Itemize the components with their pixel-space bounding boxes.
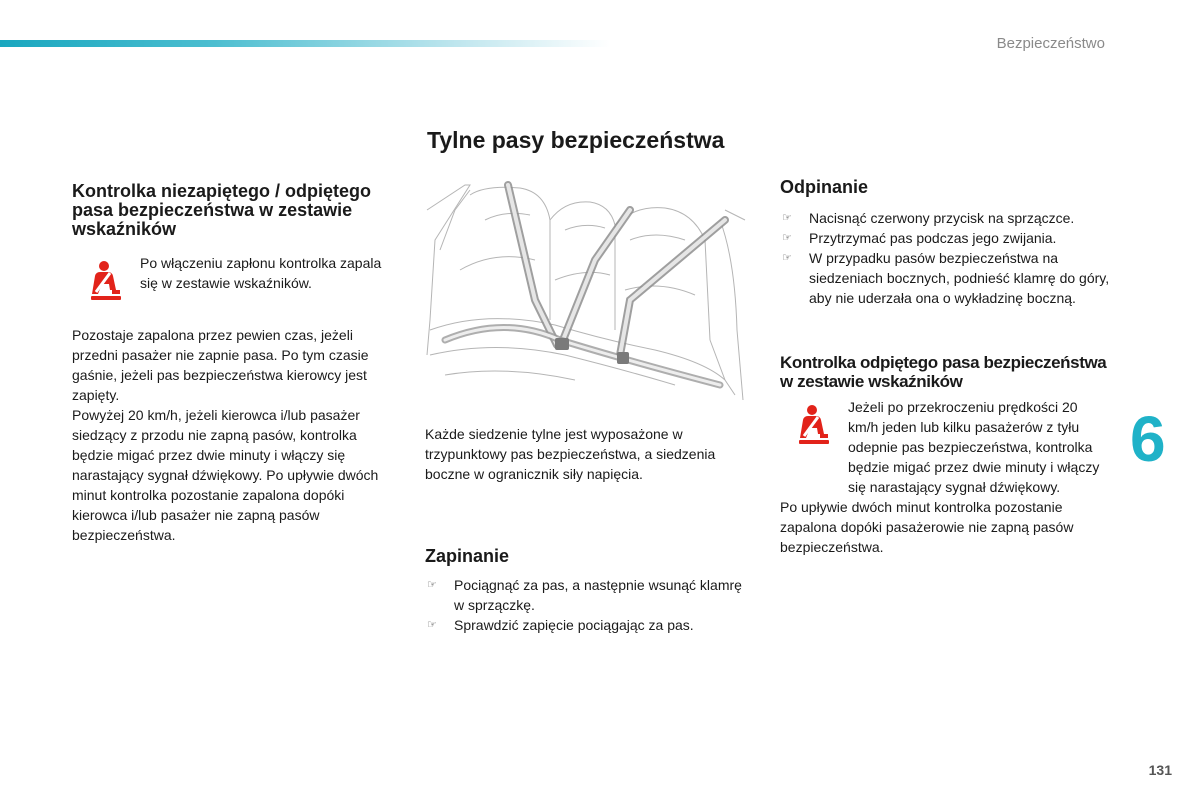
chapter-number: 6: [1130, 403, 1166, 475]
list-item: ☞ Przytrzymać pas podczas jego zwijania.: [782, 230, 1057, 246]
right-column: [780, 178, 1110, 557]
bullet-icon: ☞: [427, 619, 437, 631]
rear-seat-belts-illustration: [425, 180, 750, 405]
bullet-icon: ☞: [782, 232, 792, 244]
bullet-icon: ☞: [427, 579, 437, 591]
warning-lamp-info: [72, 253, 397, 309]
rear-warning-text: Jeżeli po przekroczeniu prędkości 20 km/h jeden lub kilku pasażerów z tyłu odepnie pas bezpieczeństwa, kontrolka będzie migać przez dwie minuty i włączy się narastający sygnał dźwiękowy.: [848, 399, 1100, 495]
odpinanie-heading: Odpinanie: [780, 177, 869, 197]
warning-paragraph-1: Pozostaje zapalona przez pewien czas, jeżeli przedni pasażer nie zapnie pasa. Po tym czasie gaśnie, jeżeli pas bezpieczeństwa kierowcy jest zapięty.: [72, 327, 369, 403]
list-item: ☞ Pociągnąć za pas, a następnie wsunąć klamrę w sprzączkę.: [427, 577, 742, 613]
zapinanie-list: [425, 575, 755, 635]
rear-warning-final-paragraph: Po upływie dwóch minut kontrolka pozostanie zapalona dopóki pasażerowie nie zapną pasów bezpieczeństwa.: [780, 499, 1074, 555]
left-column: [72, 182, 397, 545]
list-item: ☞ W przypadku pasów bezpieczeństwa na siedzeniach bocznych, podnieść klamrę do góry, aby nie uderzała ona o wykładzinę boczną.: [782, 250, 1110, 306]
warning-lamp-heading: Kontrolka niezapiętego / odpiętego pasa bezpieczeństwa w zestawie wskaźników: [72, 181, 372, 239]
bullet-icon: ☞: [782, 252, 792, 264]
page-title: Tylne pasy bezpieczeństwa: [427, 127, 725, 153]
list-item: ☞ Nacisnąć czerwony przycisk na sprzączce.: [782, 210, 1075, 226]
page-number: 131: [1148, 762, 1172, 778]
middle-column: [425, 424, 755, 635]
warning-paragraph-2: Powyżej 20 km/h, jeżeli kierowca i/lub pasażer siedzący z przodu nie zapną pasów, kontrolka będzie migać przez dwie minuty i włączy się narastający sygnał dźwiękowy. Po upływie dwóch minut kontrolka pozostanie zapalona dopóki kierowca i/lub pasażer nie zapną pasów bezpieczeństwa.: [72, 407, 379, 543]
seatbelt-warning-icon: [780, 397, 848, 453]
odpinanie-list: [780, 208, 1110, 308]
seatbelt-warning-icon: [72, 253, 140, 309]
list-item: ☞ Sprawdzić zapięcie pociągając za pas.: [427, 617, 694, 633]
warning-lamp-text: Po włączeniu zapłonu kontrolka zapala się w zestawie wskaźników.: [140, 255, 382, 291]
zapinanie-heading: Zapinanie: [425, 546, 510, 566]
bullet-icon: ☞: [782, 212, 792, 224]
rear-warning-info: [780, 397, 1110, 497]
chapter-title: Bezpieczeństwo: [996, 35, 1105, 52]
illustration-caption: Każde siedzenie tylne jest wyposażone w trzypunktowy pas bezpieczeństwa, a siedzenia boczne w ogranicznik siły napięcia.: [425, 426, 716, 482]
header-accent-bar: [0, 40, 610, 47]
rear-warning-heading: Kontrolka odpiętego pasa bezpieczeństwa w zestawie wskaźników: [780, 353, 1107, 391]
